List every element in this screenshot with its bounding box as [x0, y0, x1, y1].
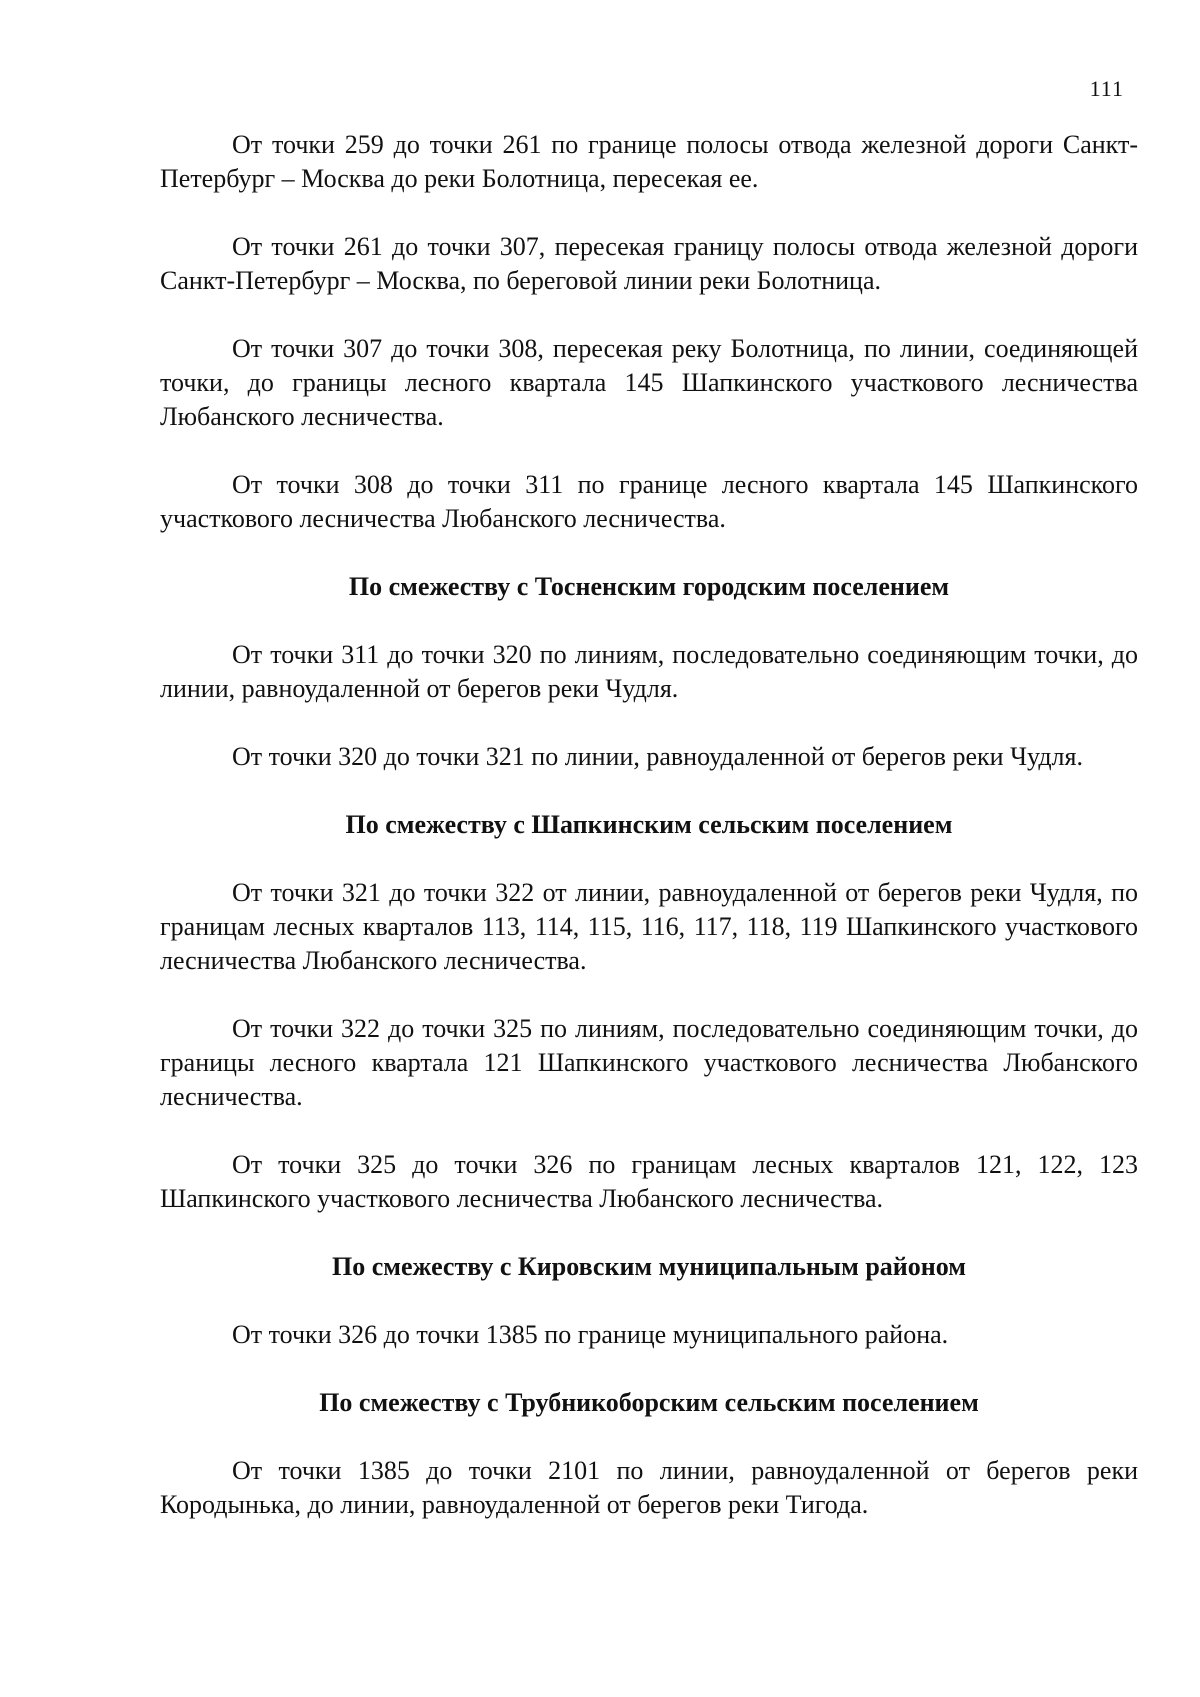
- paragraph: От точки 307 до точки 308, пересекая реку Болотница, по линии, соединяющей точки, до границы лесного квартала 145 Шапкинского участкового лесничества Любанского лесничества.: [160, 334, 1138, 431]
- paragraph: От точки 322 до точки 325 по линиям, последовательно соединяющим точки, до границы лесного квартала 121 Шапкинского участкового лесничества Любанского лесничества.: [160, 1014, 1138, 1111]
- page-number: 111: [1089, 76, 1124, 101]
- paragraph: От точки 261 до точки 307, пересекая границу полосы отвода железной дороги Санкт-Петербург – Москва, по береговой линии реки Болотница.: [160, 232, 1138, 295]
- paragraph: От точки 326 до точки 1385 по границе муниципального района.: [232, 1320, 949, 1349]
- section-heading: По смежеству с Трубникоборским сельским поселением: [319, 1388, 979, 1417]
- paragraph: От точки 259 до точки 261 по границе полосы отвода железной дороги Санкт-Петербург – Москва до реки Болотница, пересекая ее.: [160, 130, 1138, 193]
- paragraph: От точки 320 до точки 321 по линии, равноудаленной от берегов реки Чудля.: [232, 742, 1083, 771]
- paragraph: От точки 308 до точки 311 по границе лесного квартала 145 Шапкинского участкового лесничества Любанского лесничества.: [160, 470, 1138, 533]
- paragraph: От точки 311 до точки 320 по линиям, последовательно соединяющим точки, до линии, равноудаленной от берегов реки Чудля.: [160, 640, 1138, 703]
- paragraph: От точки 1385 до точки 2101 по линии, равноудаленной от берегов реки Кородынька, до линии, равноудаленной от берегов реки Тигода.: [160, 1456, 1138, 1519]
- paragraph: От точки 321 до точки 322 от линии, равноудаленной от берегов реки Чудля, по границам лесных кварталов 113, 114, 115, 116, 117, 118, 119 Шапкинского участкового лесничества Любанского лесничества.: [160, 878, 1138, 975]
- document-body: [160, 128, 1138, 1522]
- section-heading: По смежеству с Тосненским городским поселением: [348, 572, 950, 601]
- section-heading: По смежеству с Кировским муниципальным районом: [332, 1252, 966, 1281]
- paragraph: От точки 325 до точки 326 по границам лесных кварталов 121, 122, 123 Шапкинского участкового лесничества Любанского лесничества.: [160, 1150, 1138, 1213]
- section-heading: По смежеству с Шапкинским сельским поселением: [345, 810, 953, 839]
